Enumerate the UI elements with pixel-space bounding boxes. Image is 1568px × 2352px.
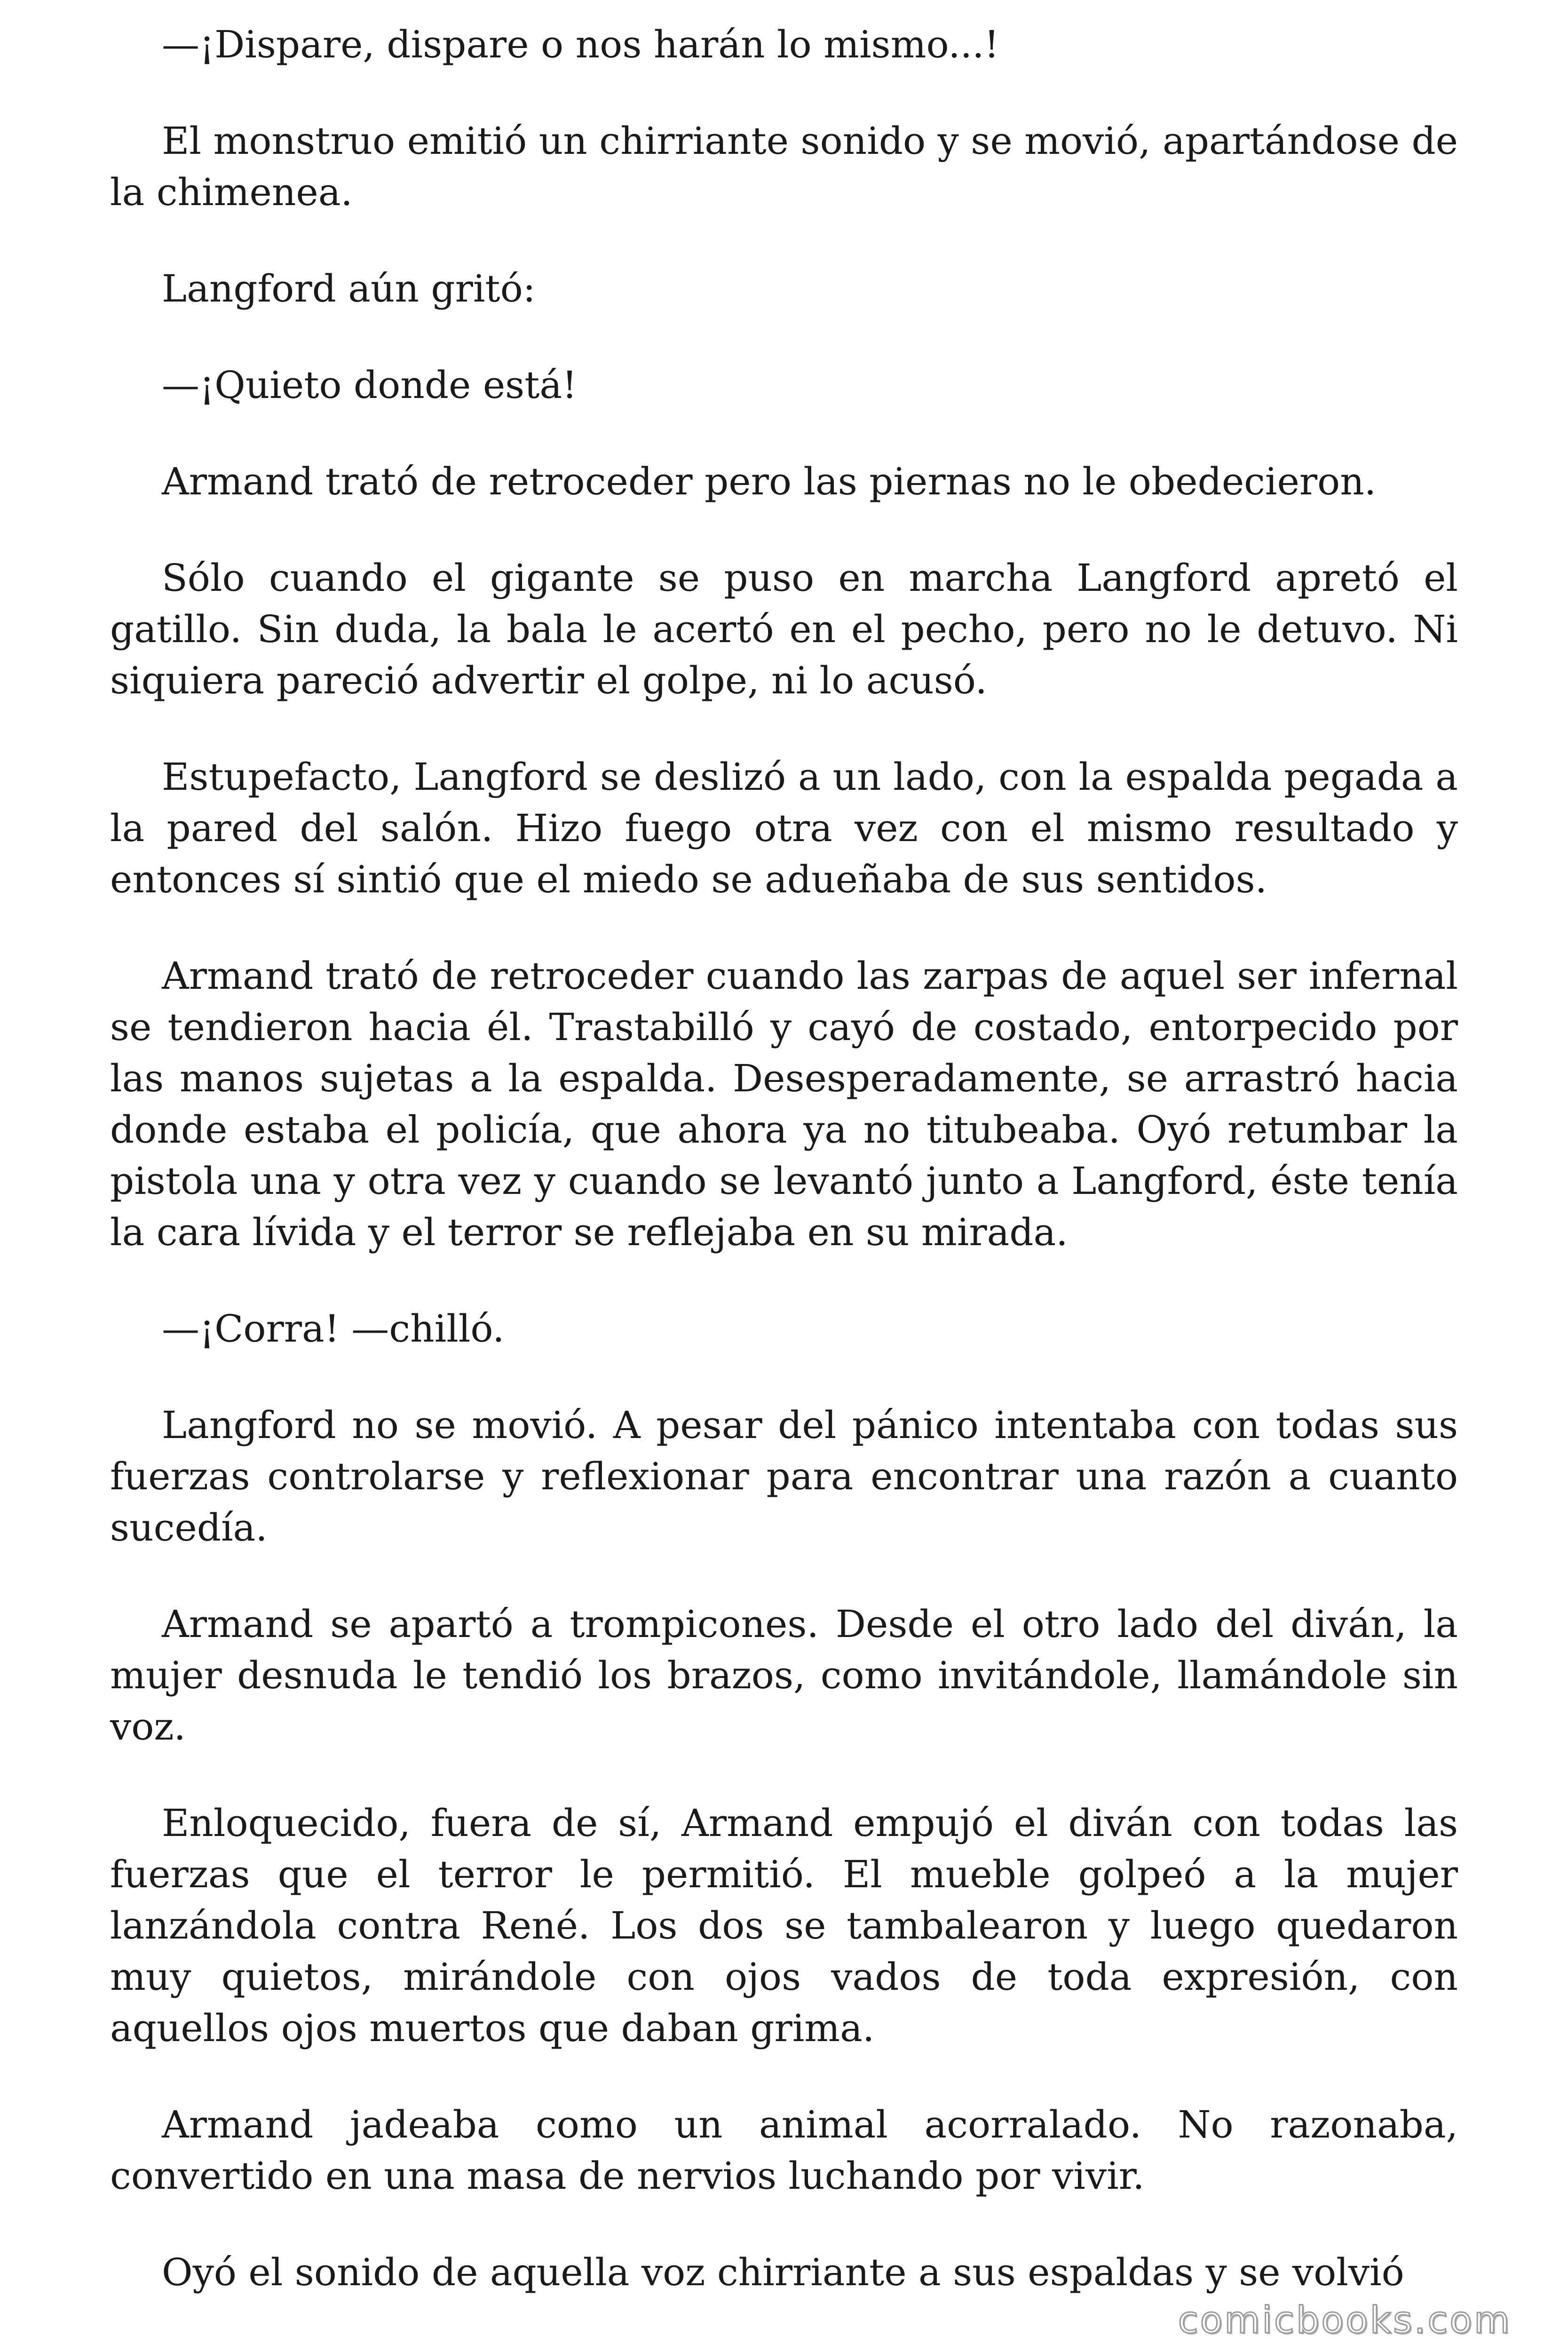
paragraph: Armand jadeaba como un animal acorralado. No razonaba, convertido en una masa de nervios luchando por vivir. — [110, 2103, 1458, 2198]
paragraph: Armand trató de retroceder cuando las zarpas de aquel ser infernal se tendieron hacia él. Trastabilló y cayó de costado, entorpecido por las manos sujetas a la espalda. Desesperadamente, se arrastró hacia donde estaba el policía, que ahora ya no titubeaba. Oyó retumbar la pistola una y otra vez y cuando se levantó junto a Langford, éste tenía la cara lívida y el terror se reflejaba en su mirada. — [110, 954, 1458, 1254]
paragraph: Estupefacto, Langford se deslizó a un lado, con la espalda pegada a la pared del salón. Hizo fuego otra vez con el mismo resultado y entonces sí sintió que el miedo se adueñaba de sus sentidos. — [110, 755, 1458, 901]
paragraph: Enloquecido, fuera de sí, Armand empujó el diván con todas las fuerzas que el terror le permitió. El mueble golpeó a la mujer lanzándola contra René. Los dos se tambalearon y luego quedaron muy quietos, mirándole con ojos vados de toda expresión, con aquellos ojos muertos que daban grima. — [110, 1801, 1458, 2050]
watermark: comicbooks.com — [1178, 2299, 1512, 2342]
paragraph: —¡Dispare, dispare o nos harán lo mismo...! — [162, 23, 999, 66]
paragraph: —¡Quieto donde está! — [162, 363, 578, 407]
paragraph: Langford aún gritó: — [162, 267, 536, 310]
paragraph: Langford no se movió. A pesar del pánico intentaba con todas sus fuerzas controlarse y reflexionar para encontrar una razón a cuanto sucedía. — [110, 1403, 1458, 1549]
paragraph: El monstruo emitió un chirriante sonido y se movió, apartándose de la chimenea. — [110, 119, 1458, 214]
paragraph: Armand se apartó a trompicones. Desde el otro lado del diván, la mujer desnuda le tendió los brazos, como invitándole, llamándole sin voz. — [110, 1602, 1458, 1748]
paragraph: —¡Corra! —chilló. — [162, 1307, 505, 1351]
paragraph: Sólo cuando el gigante se puso en marcha Langford apretó el gatillo. Sin duda, la bala le acertó en el pecho, pero no le detuvo. Ni siquiera pareció advertir el golpe, ni lo acusó. — [110, 556, 1458, 702]
page-body — [110, 19, 1458, 2343]
paragraph: Armand trató de retroceder pero las piernas no le obedecieron. — [162, 460, 1377, 503]
paragraph: Oyó el sonido de aquella voz chirriante a sus espaldas y se volvió — [162, 2250, 1404, 2294]
